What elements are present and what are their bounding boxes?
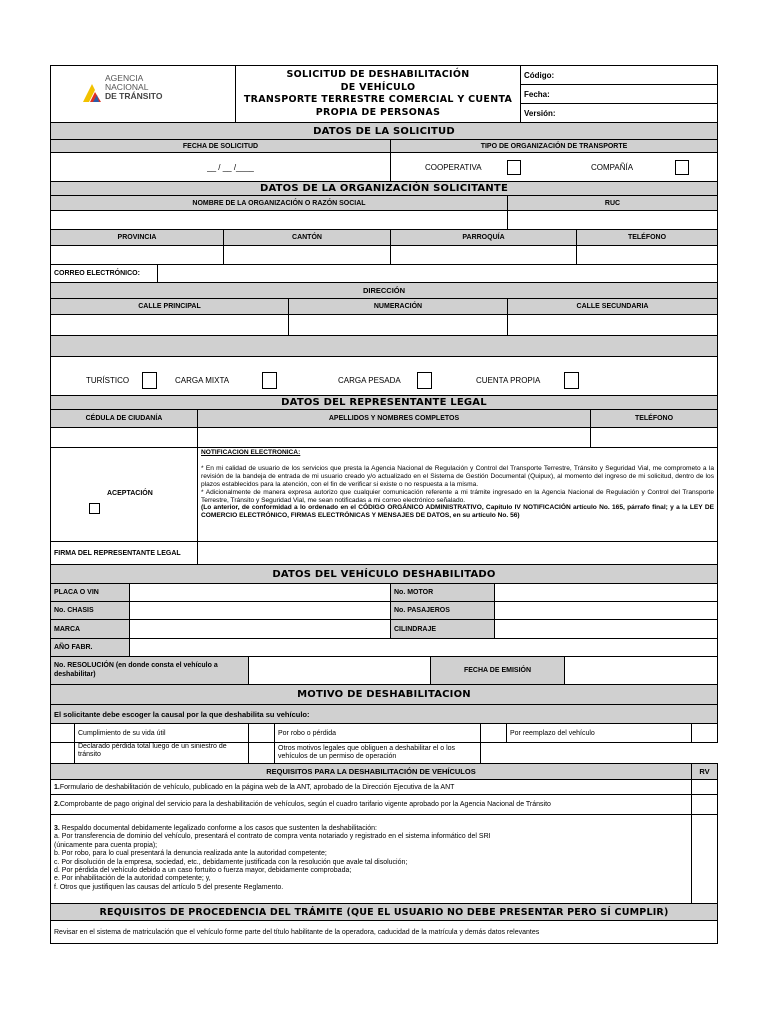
requisito-2 bbox=[50, 794, 692, 815]
turistico-checkbox[interactable] bbox=[142, 372, 157, 389]
nombre-organizacion-input[interactable] bbox=[50, 210, 508, 230]
logo-line-2: NACIONAL bbox=[105, 82, 149, 92]
ant-logo-icon bbox=[81, 82, 103, 104]
title-line-4: PROPIA DE PERSONAS bbox=[315, 106, 441, 118]
turistico-label: TURÍSTICO bbox=[86, 376, 130, 385]
pasajeros-label: No. PASAJEROS bbox=[390, 601, 495, 620]
nombre-organizacion-header: NOMBRE DE LA ORGANIZACIÓN O RAZÓN SOCIAL bbox=[50, 195, 508, 211]
notificacion-p1: * En mi calidad de usuario de los servicios que presta la Agencia Nacional de Regulación y Control del Transporte Terrestre, Tránsito y Seguridad Vial, me comprometo a la revisión de la bandeja de entrada de mi usuario creado y/o actualizado en el Sistema de Gestión Documental (Quipux), al momento del ingreso de mi solicitud, dentro de los plazos establecidos para la atención, con el fin de verificar si existe o no respuesta a la misma. bbox=[201, 464, 714, 488]
telefono-rep-header: TELÉFONO bbox=[590, 409, 718, 428]
fecha-field[interactable] bbox=[520, 84, 718, 104]
telefono-header: TELÉFONO bbox=[576, 229, 718, 246]
tipo-organizacion-header: TIPO DE ORGANIZACIÓN DE TRANSPORTE bbox=[390, 139, 718, 153]
title-line-2: DE VEHÍCULO bbox=[340, 81, 416, 93]
chasis-label: No. CHASIS bbox=[50, 601, 130, 620]
anio-label: AÑO FABR. bbox=[50, 638, 130, 657]
section-requisitos: REQUISITOS PARA LA DESHABILITACIÓN DE VEHÍCULOS bbox=[50, 763, 692, 780]
calle-secundaria-header: CALLE SECUNDARIA bbox=[507, 298, 718, 315]
opt5-checkbox[interactable] bbox=[248, 742, 275, 764]
requisito-3e: e. Por inhabilitación de la autoridad competente; y, bbox=[54, 875, 211, 883]
requisito-3c: c. Por disolución de la empresa, sociedad, etc., debidamente justificada con la resolución que avale tal disolución; bbox=[54, 858, 408, 866]
motor-label: No. MOTOR bbox=[390, 583, 495, 602]
section-organizacion: DATOS DE LA ORGANIZACIÓN SOLICITANTE bbox=[50, 181, 718, 196]
ruc-input[interactable] bbox=[507, 210, 718, 230]
logo-line-3: DE TRÁNSITO bbox=[105, 91, 163, 101]
correo-label: CORREO ELECTRÓNICO: bbox=[50, 264, 158, 283]
title-line-3: TRANSPORTE TERRESTRE COMERCIAL Y CUENTA bbox=[243, 94, 513, 105]
notificacion-p2: * Adicionalmente de manera expresa autorizo que cualquier comunicación referente a mi trámite ingresado en la Agencia Nacional de Regulación y Control del Transporte Terrestre, Tránsito y Seguridad Vial, me sean notificadas a mi correo electrónico señalado. bbox=[201, 488, 714, 504]
opt2-checkbox[interactable] bbox=[248, 723, 275, 743]
requisito-3-text: Respaldo documental debidamente legalizado conforme a los casos que sustenten la deshabilitación: bbox=[59, 825, 377, 832]
cilindraje-input[interactable] bbox=[494, 619, 718, 639]
opt2-label: Por robo o pérdida bbox=[274, 723, 481, 743]
chasis-input[interactable] bbox=[129, 601, 391, 620]
version-label: Versión: bbox=[524, 108, 556, 118]
logo-cell bbox=[50, 65, 236, 123]
opt1-checkbox[interactable] bbox=[50, 723, 75, 743]
calle-secundaria-input[interactable] bbox=[507, 314, 718, 336]
notificacion-p3: (Lo anterior, de conformidad a lo ordenado en el CÓDIGO ORGÁNICO ADMINISTRATIVO, Capítulo IV NOTIFICACIÓN artículo No. 165, párrafo final; y a la LEY DE COMERCIO ELECTRÓNICO, FIRMAS ELECTRÓNICAS Y MENSAJES DE DATOS, en su artículo No. 56) bbox=[201, 504, 714, 520]
compania-checkbox[interactable] bbox=[675, 160, 689, 175]
requisito-3a: a. Por transferencia de dominio del vehículo, presentará el contrato de compra venta notariado y registrado en el sistema informático del SRI bbox=[54, 833, 491, 841]
fecha-solicitud-header: FECHA DE SOLICITUD bbox=[50, 139, 391, 153]
carga-mixta-label: CARGA MIXTA bbox=[175, 376, 230, 385]
compania-label: COMPAÑÍA bbox=[591, 163, 634, 172]
notificacion-title: NOTIFICACION ELECTRONICA: bbox=[201, 449, 301, 456]
aceptacion-label: ACEPTACIÓN bbox=[107, 490, 153, 497]
cooperativa-label: COOPERATIVA bbox=[425, 163, 482, 172]
ruc-header: RUC bbox=[507, 195, 718, 211]
correo-input[interactable] bbox=[157, 264, 718, 283]
requisito-2-num: 2. bbox=[54, 801, 60, 808]
apellidos-input[interactable] bbox=[197, 427, 591, 448]
marca-input[interactable] bbox=[129, 619, 391, 639]
cedula-header: CÉDULA DE CIUDANÍA bbox=[50, 409, 198, 428]
cuenta-propia-checkbox[interactable] bbox=[564, 372, 579, 389]
opt4-checkbox[interactable] bbox=[50, 742, 75, 764]
numeracion-header: NUMERACIÓN bbox=[288, 298, 508, 315]
marca-label: MARCA bbox=[50, 619, 130, 639]
requisito-3-num: 3. bbox=[54, 825, 60, 832]
requisito-1-text: Formulario de deshabilitación de vehículo, publicado en la página web de la ANT, aprobado de la Dirección Ejecutiva de la ANT bbox=[59, 783, 455, 791]
opt5-label: Otros motivos legales que obliguen a deshabilitar el o los vehículos de un permiso de operación bbox=[274, 742, 481, 764]
provincia-input[interactable] bbox=[50, 245, 224, 265]
provincia-header: PROVINCIA bbox=[50, 229, 224, 246]
canton-header: CANTÓN bbox=[223, 229, 391, 246]
section-procedencia: REQUISITOS DE PROCEDENCIA DEL TRÁMITE (QUE EL USUARIO NO DEBE PRESENTAR PERO SÍ CUMPLIR) bbox=[50, 903, 718, 921]
resolucion-label: No. RESOLUCIÓN (en donde consta el vehículo a deshabilitar) bbox=[50, 656, 249, 685]
requisito-3 bbox=[50, 814, 692, 904]
opt3-extra-checkbox[interactable] bbox=[691, 723, 718, 743]
title-line-1: SOLICITUD DE DESHABILITACIÓN bbox=[286, 69, 470, 80]
rv-1-checkbox[interactable] bbox=[691, 779, 718, 795]
codigo-field[interactable] bbox=[520, 65, 718, 85]
opt3-checkbox[interactable] bbox=[480, 723, 507, 743]
form-title bbox=[235, 65, 521, 123]
motivo-instruction: El solicitante debe escoger la causal por la que deshabilita su vehículo: bbox=[50, 704, 718, 724]
opt4-label: Declarado pérdida total luego de un siniestro de tránsito bbox=[74, 742, 249, 764]
requisito-3d: d. Por pérdida del vehículo debido a un caso fortuito o fuerza mayor, debidamente comprobada; bbox=[54, 867, 352, 875]
direccion-header: DIRECCIÓN bbox=[50, 282, 718, 299]
telefono-input[interactable] bbox=[576, 245, 718, 265]
firma-label: FIRMA DEL REPRESENTANTE LEGAL bbox=[50, 541, 198, 565]
placa-label: PLACA O VIN bbox=[50, 583, 130, 602]
procedencia-text: Revisar en el sistema de matriculación que el vehículo forme parte del título habilitante de la operadora, caducidad de la matrícula y demás datos relevantes bbox=[50, 920, 718, 944]
cilindraje-label: CILINDRAJE bbox=[390, 619, 495, 639]
rv-3-checkbox[interactable] bbox=[691, 814, 718, 904]
requisito-3a2: (únicamente para cuenta propia); bbox=[54, 841, 158, 849]
requisito-1-num: 1. bbox=[54, 783, 60, 791]
fecha-emision-input[interactable] bbox=[564, 656, 718, 685]
fecha-placeholder: __ / __ /____ bbox=[207, 162, 254, 172]
resolucion-input[interactable] bbox=[248, 656, 431, 685]
telefono-rep-input[interactable] bbox=[590, 427, 718, 448]
rv-header: RV bbox=[691, 763, 718, 780]
cooperativa-checkbox[interactable] bbox=[507, 160, 521, 175]
section-solicitud: DATOS DE LA SOLICITUD bbox=[50, 122, 718, 140]
parroquia-header: PARROQUÍA bbox=[390, 229, 577, 246]
requisito-1 bbox=[50, 779, 692, 795]
aceptacion-cell bbox=[50, 447, 198, 542]
aceptacion-checkbox[interactable] bbox=[89, 503, 100, 514]
parroquia-input[interactable] bbox=[390, 245, 577, 265]
firma-input[interactable] bbox=[197, 541, 718, 565]
fecha-label: Fecha: bbox=[524, 89, 550, 99]
grey-separator bbox=[50, 335, 718, 357]
placa-input[interactable] bbox=[129, 583, 391, 602]
calle-principal-input[interactable] bbox=[50, 314, 289, 336]
cedula-input[interactable] bbox=[50, 427, 198, 448]
pasajeros-input[interactable] bbox=[494, 601, 718, 620]
logo-line-1: AGENCIA bbox=[105, 73, 144, 83]
requisito-3f: f. Otros que justifiquen las causas del artículo 5 del presente Reglamento. bbox=[54, 883, 284, 891]
motor-input[interactable] bbox=[494, 583, 718, 602]
anio-input[interactable] bbox=[129, 638, 718, 657]
version-field[interactable] bbox=[520, 103, 718, 123]
section-representante: DATOS DEL REPRESENTANTE LEGAL bbox=[50, 395, 718, 410]
opt1-label: Cumplimiento de su vida útil bbox=[74, 723, 249, 743]
cuenta-propia-label: CUENTA PROPIA bbox=[476, 376, 541, 385]
fecha-emision-label: FECHA DE EMISIÓN bbox=[430, 656, 565, 685]
requisito-2-text: Comprobante de pago original del servicio para la deshabilitación de vehículos, según el cuadro tarifario vigente aprobado por la Agencia Nacional de Tránsito bbox=[59, 801, 551, 808]
opt3-label: Por reemplazo del vehículo bbox=[506, 723, 692, 743]
calle-principal-header: CALLE PRINCIPAL bbox=[50, 298, 289, 315]
section-vehiculo: DATOS DEL VEHÍCULO DESHABILITADO bbox=[50, 564, 718, 584]
section-motivo: MOTIVO DE DESHABILITACION bbox=[50, 684, 718, 705]
requisito-3b: b. Por robo, para lo cual presentará la denuncia realizada ante la autoridad competente; bbox=[54, 850, 327, 858]
carga-pesada-label: CARGA PESADA bbox=[338, 376, 401, 385]
fecha-solicitud-input[interactable] bbox=[50, 152, 391, 182]
numeracion-input[interactable] bbox=[288, 314, 508, 336]
apellidos-header: APELLIDOS Y NOMBRES COMPLETOS bbox=[197, 409, 591, 428]
tipo-organizacion-options bbox=[390, 152, 718, 182]
carga-mixta-checkbox[interactable] bbox=[262, 372, 277, 389]
rv-2-checkbox[interactable] bbox=[691, 794, 718, 815]
tipo-servicio-row bbox=[50, 356, 718, 396]
canton-input[interactable] bbox=[223, 245, 391, 265]
carga-pesada-checkbox[interactable] bbox=[417, 372, 432, 389]
codigo-label: Código: bbox=[524, 70, 555, 80]
notificacion-cell bbox=[197, 447, 718, 542]
